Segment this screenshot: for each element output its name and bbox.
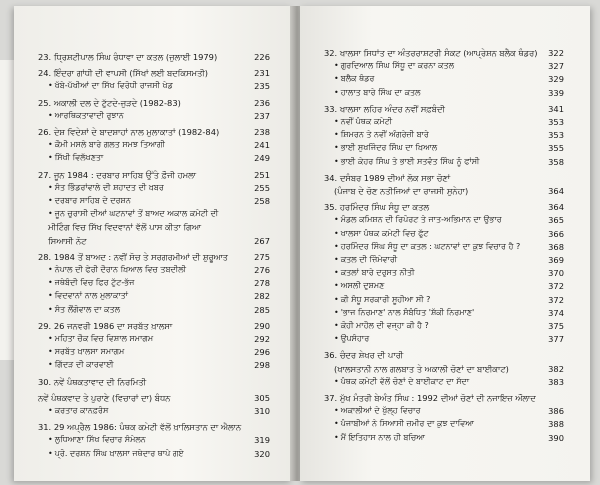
entry-title: • ਮੈਂ ਇਤਿਹਾਸ ਨਾਲ ਹੀ ਬਚਿਆ (334, 433, 425, 443)
entry-page-number: 339 (548, 87, 564, 98)
entry-page-number: 364 (548, 186, 564, 196)
entry-title: 29. 26 ਜਨਵਰੀ 1986 ਦਾ ਸਰਬੱਤ ਖ਼ਾਲਸਾ (38, 320, 173, 331)
entry-title: • ਸੰਤ ਭਿੰਡਰਾਂਵਾਲੇ ਦੀ ਸ਼ਹਾਦਤ ਦੀ ਖ਼ਬਰ (48, 183, 164, 193)
entry-page-number: 285 (254, 304, 270, 315)
entry-page-number: 382 (548, 363, 564, 374)
entry-title: • ਪ੍ਰੋ. ਦਰਸ਼ਨ ਸਿੰਘ ਖ਼ਾਲਸਾ ਜਥੇਦਾਰ ਥਾਪੇ ਗਏ (48, 449, 184, 459)
entry-page-number: 310 (254, 406, 270, 416)
entry-page-number: 372 (548, 294, 564, 305)
entry-page-number: 364 (548, 202, 564, 213)
entry-title: • ਸ਼ਿਮਰਨ ਤੇ ਨਵੀਂ ਅੰਗਰੇਜ਼ੀ ਬਾਰੇ (334, 130, 429, 140)
entry-title: • ਭਾਈ ਸੁਖਜਿੰਦਰ ਸਿੰਘ ਦਾ ਖ਼ਿਆਲ (334, 143, 437, 153)
entry-page-number: 386 (548, 406, 564, 417)
entry-title: ਸਿਆਸੀ ਨੋਟ (48, 235, 87, 246)
entry-title: ਮੀਟਿੰਗ ਵਿਚ ਸਿੱਖ ਵਿਦਵਾਨਾਂ ਵੱਲੋਂ ਪਾਸ ਕੀਤਾ ਗਿਆ (48, 222, 201, 233)
entry-page-number: 276 (254, 265, 270, 275)
entry-title: • ਨਵੀਂ ਪੰਥਕ ਕਮੇਟੀ (334, 117, 392, 127)
entry-title: • ਵਿਦਵਾਨਾਂ ਨਾਲ ਮੁਲਾਕਾਤਾਂ (48, 291, 128, 301)
entry-title: 28. 1984 ਤੋਂ ਬਾਅਦ : ਨਵੀਂ ਸੋਚ ਤੇ ਸਰਗਰਮੀਆਂ ਦੀ ਸ਼ੁਰੂਆਤ (38, 251, 228, 262)
entry-page-number: 377 (548, 334, 564, 345)
entry-page-number: 388 (548, 419, 564, 430)
entry-title: 24. ਇੰਦਰਾ ਗਾਂਧੀ ਦੀ ਵਾਪਸੀ (ਸਿੱਖਾਂ ਲਈ ਬਦਕਿਸਮਤੀ) (38, 68, 209, 79)
entry-title: 33. ਖਾਲਸਾ ਲਹਿਰ ਅੰਦਰ ਨਵੀਂ ਸਫ਼ਬੰਦੀ (324, 103, 445, 114)
entry-page-number: 322 (548, 48, 564, 58)
entry-title: • 'ਭਾਜ ਨਿਰਮਾਣ' ਨਾਲ ਸੰਬੰਧਿਤ 'ਸ਼ੱਕੀ ਨਿਰਮਾਣ' (334, 308, 474, 318)
entry-page-number: 241 (254, 140, 270, 151)
entry-page-number: 358 (548, 156, 564, 167)
entry-title: • ਉਪਸੰਹਾਰ (334, 334, 369, 344)
entry-title: • ਭਾਈ ਕੇਹਰ ਸਿੰਘ ਤੇ ਭਾਈ ਸਤਵੰਤ ਸਿੰਘ ਨੂੰ ਫਾਂਸੀ (334, 157, 479, 167)
entry-title: • ਖਾਲਸਾ ਪੰਥਕ ਕਮੇਟੀ ਵਿਚ ਫੁੱਟ (334, 229, 429, 239)
entry-page-number: 365 (548, 215, 564, 226)
entry-page-number: 353 (548, 117, 564, 127)
entry-page-number: 267 (254, 235, 270, 246)
entry-title: 36. ਚੰਦਰ ਸ਼ੇਖਰ ਦੀ ਪਾਰੀ (324, 350, 404, 361)
entry-page-number: 237 (254, 110, 270, 121)
entry-title: • ਸਰਬੱਤ ਖ਼ਾਲਸਾ ਸਮਾਗਮ (48, 347, 124, 357)
entry-title: 34. ਦਸੰਬਰ 1989 ਦੀਆਂ ਲੋਕ ਸਭਾ ਚੋਣਾਂ (324, 172, 451, 183)
entry-title: (ਪੰਜਾਬ ਦੇ ਚੋਣ ਨਤੀਜਿਆਂ ਦਾ ਰਾਜਸੀ ਸੁਨੇਹਾ) (334, 186, 469, 196)
entry-title: • ਗਿੱਦੜ ਦੀ ਕਾਰਵਾਈ (48, 360, 114, 370)
entry-title: • ਹਰਮਿੰਦਰ ਸਿੰਘ ਸੰਧੂ ਦਾ ਕਤਲ : ਘਟਨਾਵਾਂ ਦਾ ਕੁਝ ਵਿਚਾਰ ਹੈ ? (334, 242, 520, 252)
entry-title: • ਮਹਿਤਾ ਚੌਕ ਵਿਚ ਵਿਸ਼ਾਲ ਸਮਾਗਮ (48, 334, 153, 344)
entry-title: 23. ਧ੍ਰਿਸ਼ਟੀਪਾਲ ਸਿੰਘ ਰੰਧਾਵਾ ਦਾ ਕਤਲ (ਜੁਲਾਈ 1979) (38, 52, 218, 62)
entry-title: • ਕੀ ਸੰਧੂ ਸਰਕਾਰੀ ਸੂਹੀਆ ਸੀ ? (334, 295, 430, 305)
entry-title: • ਮੰਡਲ ਕਮਿਸ਼ਨ ਦੀ ਰਿਪੋਰਟ ਤੇ ਜਾਤ-ਅਭਿਮਾਨ ਦਾ ਉਭਾਰ (334, 215, 502, 225)
entry-page-number: 278 (254, 278, 270, 289)
entry-title: • ਕੌਮੀ ਮਸਲੇ ਬਾਰੇ ਗਲਤ ਸਮਝ ਤਿਆਗੀ (48, 140, 165, 150)
adjacent-book-edge (0, 60, 15, 360)
entry-page-number: 258 (254, 196, 270, 206)
entry-title: • ਹਾਲਾਤ ਬਾਰੇ ਸਿੰਘ ਦਾ ਕਤਲ (334, 88, 421, 98)
entry-title: 25. ਅਕਾਲੀ ਦਲ ਦੇ ਟੁੱਟਦੇ-ਜੁੜਦੇ (1982-83) (38, 97, 181, 108)
entry-page-number: 370 (548, 268, 564, 279)
entry-title: 30. ਨਵੇਂ ਪੰਥਕਤਾਵਾਦ ਦੀ ਨਿਰਮਿਤੀ (38, 376, 147, 387)
entry-page-number: 296 (254, 347, 270, 358)
entry-title: (ਖਾਲਸਤਾਨੀ ਨਾਲ ਗਲਬਾਤ ਤੇ ਅਕਾਲੀ ਚੋਣਾਂ ਦਾ ਬਾਈਕਾਟ) (334, 363, 509, 374)
entry-title: • ਪੰਜਾਬੀਆਂ ਨੇ ਸਿਆਸੀ ਜ਼ਮੀਰ ਦਾ ਕੁਝ ਦਾਵਿਆ (334, 419, 474, 429)
entry-page-number: 353 (548, 130, 564, 141)
entry-page-number: 327 (548, 61, 564, 72)
entry-title: • ਅਕਾਲੀਆਂ ਦੇ ਖੁੱਲ੍ਹ ਵਿਚਾਰ (334, 406, 420, 416)
entry-title: • ਅਸਲੀ ਦੁਸ਼ਮਣ (334, 281, 384, 291)
entry-page-number: 366 (548, 228, 564, 239)
entry-title: 35. ਹਰਮਿੰਦਰ ਸਿੰਘ ਸੰਧੂ ਦਾ ਕਤਲ (324, 202, 429, 213)
entry-title: • ਕਤਲ ਦੀ ਜ਼ਿੰਮੇਵਾਰੀ (334, 255, 397, 265)
entry-page-number: 383 (548, 376, 564, 387)
entry-page-number: 298 (254, 360, 270, 371)
entry-page-number: 319 (254, 435, 270, 446)
entry-page-number: 305 (254, 392, 270, 403)
entry-title: • ਜਥੇਬੰਦੀ ਵਿਚ ਫਿਰ ਟੁੱਟ-ਭੱਜ (48, 278, 134, 288)
entry-title: • ਗੁਰਦਿਆਲ ਸਿੰਘ ਸਿੱਧੂ ਦਾ ਕਰਨਾ ਕਤਲ (334, 61, 454, 71)
entry-title: • ਸਿੱਖੀ ਵਿਲੱਖਣਤਾ (48, 153, 103, 163)
entry-title: • ਸੰਤ ਲੌਂਗੋਵਾਲ ਦਾ ਕਤਲ (48, 305, 120, 315)
entry-page-number: 374 (548, 307, 564, 318)
entry-title: 32. ਖਾਲਸਾ ਸਿਧਾਂਤ ਦਾ ਅੰਤਰਰਾਸ਼ਟਰੀ ਸੰਕਟ (ਆਪ੍ਰੇਸ਼ਨ ਬਲੈਕ ਥੰਡਰ) (324, 48, 538, 58)
entry-title: • ਨੇਪਾਲ ਦੀ ਫੇਰੀ ਦੌਰਾਨ ਖ਼ਿਆਲ ਵਿਚ ਤਬਦੀਲੀ (48, 265, 186, 275)
entry-page-number: 231 (254, 68, 270, 79)
entry-title: • ਕੋਹੀ ਮਾਹੌਲ ਦੀ ਵਜ੍ਹਾ ਕੀ ਹੈ ? (334, 321, 429, 331)
entry-page-number: 275 (254, 251, 270, 262)
left-page (14, 6, 292, 481)
entry-title: ਨਵੇਂ ਪੰਥਕਵਾਦ ਤੇ ਪੁਰਾਣੇ (ਵਿਚਾਰਾਂ ਦਾ) ਬੰਧਨ (38, 392, 171, 403)
entry-page-number: 235 (254, 81, 270, 92)
entry-title: • ਕਤਲਾਂ ਬਾਰੇ ਦਰੁਸਤ ਨੀਤੀ (334, 268, 414, 278)
entry-page-number: 290 (254, 320, 270, 331)
entry-title: 31. 29 ਅਪ੍ਰੈਲ 1986: ਪੰਥਕ ਕਮੇਟੀ ਵੱਲੋਂ ਖ਼ਾਲਿਸਤਾਨ ਦਾ ਐਲਾਨ (38, 422, 242, 433)
entry-title: • ਕਰਤਾਰ ਕਾਨਫ਼ਰੰਸ (48, 406, 108, 416)
entry-title: • ਖੱਬੇ-ਪੱਖੀਆਂ ਦਾ ਸਿੱਖ ਵਿਰੋਧੀ ਰਾਜਸੀ ਖੇਡ (48, 81, 173, 91)
entry-title: 26. ਦੇਸ਼ ਵਿਦੇਸ਼ਾਂ ਦੇ ਬਾਦਸ਼ਾਹਾਂ ਨਾਲ ਮੁਲਾਕਾਤਾਂ (1982-84) (38, 127, 220, 137)
entry-page-number: 341 (548, 103, 564, 114)
entry-title: 27. ਜੂਨ 1984 : ਦਰਬਾਰ ਸਾਹਿਬ ਉੱਤੇ ਫ਼ੌਜੀ ਹਮਲਾ (38, 169, 197, 180)
entry-page-number: 372 (548, 281, 564, 292)
entry-title: • ਪੰਥਕ ਕਮੇਟੀ ਵੱਲੋਂ ਚੋਣਾਂ ਦੇ ਬਾਈਕਾਟ ਦਾ ਸੱਦਾ (334, 377, 469, 387)
entry-page-number: 249 (254, 153, 270, 164)
entry-title: • ਬਲੈਕ ਥੰਡਰ (334, 74, 374, 84)
entry-page-number: 292 (254, 334, 270, 344)
entry-page-number: 375 (548, 321, 564, 331)
entry-page-number: 329 (548, 74, 564, 85)
entry-page-number: 251 (254, 169, 270, 180)
entry-title: • ਜੂਨ ਚੁਰਾਸੀ ਦੀਆਂ ਘਟਨਾਵਾਂ ਤੋਂ ਬਾਅਦ ਅਕਾਲ ਕਮੇਟੀ ਦੀ (48, 209, 218, 219)
entry-page-number: 255 (254, 182, 270, 193)
entry-page-number: 236 (254, 97, 270, 108)
entry-page-number: 369 (548, 255, 564, 265)
entry-title: 37. ਮੁੱਖ ਮੰਤਰੀ ਬੇਅੰਤ ਸਿੰਘ : 1992 ਦੀਆਂ ਚੋਣਾਂ ਦੀ ਨਜਾਇਜ਼ ਔਲਾਦ (324, 393, 536, 403)
right-page (300, 6, 590, 481)
entry-page-number: 226 (254, 52, 270, 62)
entry-title: • ਆਰਥਿਕਤਾਵਾਦੀ ਰੁਝਾਨ (48, 111, 124, 121)
entry-page-number: 355 (548, 143, 564, 154)
entry-page-number: 320 (254, 448, 270, 459)
entry-title: • ਦਰਬਾਰ ਸਾਹਿਬ ਦੇ ਦਰਸ਼ਨ (48, 196, 131, 206)
entry-page-number: 368 (548, 241, 564, 252)
entry-page-number: 282 (254, 291, 270, 302)
entry-page-number: 238 (254, 127, 270, 137)
entry-title: • ਲੁਧਿਆਣਾ ਸਿੱਖ ਵਿਚਾਰ ਸੰਮੇਲਨ (48, 435, 146, 445)
entry-page-number: 390 (548, 432, 564, 443)
